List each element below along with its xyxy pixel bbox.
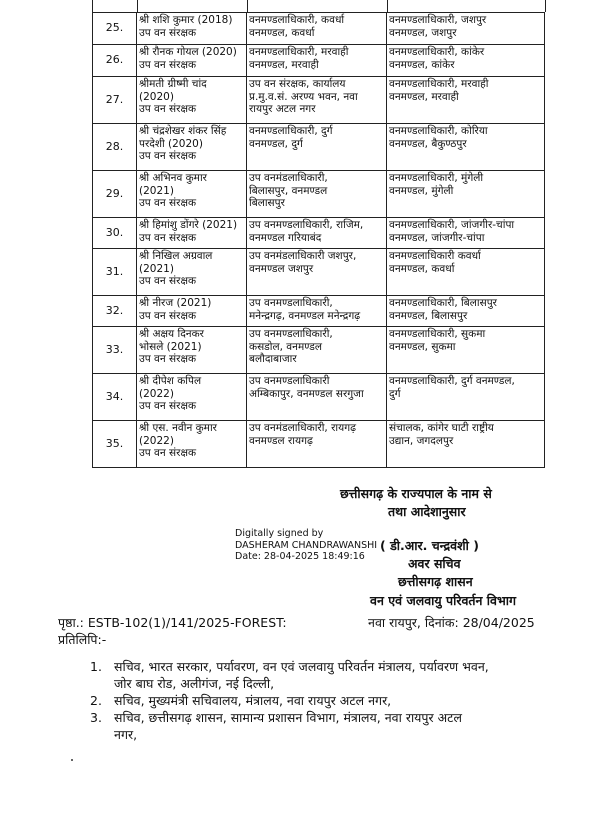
- governor-order-line2: तथा आदेशानुसार: [388, 504, 466, 519]
- copy-to-item-line: जोर बाघ रोड, अलीगंज, नई दिल्ली,: [114, 676, 275, 691]
- serial-number-cell: 27.: [93, 77, 137, 124]
- current-posting-line: उप वनमण्डलाधिकारी,: [249, 328, 333, 340]
- new-posting-line: वनमण्डल, मुंगेली: [389, 184, 454, 197]
- digital-signature-name: DASHERAM CHANDRAWANSHI: [235, 539, 378, 551]
- serial-number-cell: 32.: [93, 296, 137, 327]
- serial-number-cell: 34.: [93, 374, 137, 421]
- current-posting-line: कसडोल, वनमण्डल: [249, 340, 322, 353]
- copy-to-item-line: सचिव, मुख्यमंत्री सचिवालय, मंत्रालय, नवा रायपुर अटल नगर,: [114, 693, 392, 708]
- signatory-department: वन एवं जलवायु परिवर्तन विभाग: [370, 593, 517, 608]
- current-posting-line: वनमण्डलाधिकारी, मरवाही: [249, 46, 349, 58]
- new-posting-line: वनमण्डल, जांजगीर-चांपा: [389, 231, 485, 244]
- officer-name-cell: [137, 171, 247, 218]
- officer-name-line: उप वन संरक्षक: [139, 400, 197, 412]
- table-row: [93, 124, 545, 171]
- officer-name-line: उप वन संरक्षक: [139, 26, 197, 39]
- serial-number-cell: 33.: [93, 327, 137, 374]
- table-continuation-top: [92, 0, 546, 12]
- new-posting-cell: [387, 171, 545, 218]
- new-posting-line: वनमण्डलाधिकारी, जशपुर: [389, 14, 487, 26]
- officer-name-line: (2022): [139, 387, 174, 400]
- signatory-government: छत्तीसगढ़ शासन: [398, 574, 473, 589]
- new-posting-cell: [387, 124, 545, 171]
- current-posting-cell: [247, 218, 387, 249]
- officer-name-line: श्री निखिल अग्रवाल: [139, 250, 213, 262]
- officer-name-line: (2021): [139, 262, 174, 275]
- new-posting-line: वनमण्डलाधिकारी, मरवाही: [389, 78, 489, 90]
- officer-name-line: श्रीमती ग्रीष्मी चांद: [139, 78, 207, 90]
- serial-number-cell: 25.: [93, 13, 137, 45]
- officer-name-cell: [137, 421, 247, 468]
- officer-name-line: उप वन संरक्षक: [139, 197, 197, 209]
- table-row: [93, 249, 545, 296]
- officer-name-cell: [137, 296, 247, 327]
- new-posting-line: वनमण्डलाधिकारी, बिलासपुर: [389, 297, 497, 309]
- table-row: [93, 218, 545, 249]
- officer-name-line: उप वन संरक्षक: [139, 58, 197, 71]
- officer-name-line: भोसले (2021): [139, 340, 202, 353]
- officer-name-line: श्री अक्षय दिनकर: [139, 328, 204, 340]
- current-posting-line: उप वनमंडलाधिकारी,: [249, 172, 328, 184]
- current-posting-line: वनमण्डल गरियाबंद: [249, 231, 322, 244]
- new-posting-line: वनमण्डल, मरवाही: [389, 90, 459, 103]
- digital-signature-line1: Digitally signed by: [235, 528, 324, 539]
- copy-to-item-line: नगर,: [114, 727, 138, 742]
- current-posting-line: उप वनमण्डलाधिकारी, राजिम,: [249, 219, 364, 231]
- officer-name-line: (2022): [139, 434, 174, 447]
- new-posting-line: वनमण्डलाधिकारी कवर्धा: [389, 250, 481, 262]
- table-row: [93, 13, 545, 45]
- serial-number-cell: 30.: [93, 218, 137, 249]
- transfer-orders-table: [92, 12, 545, 468]
- table-row: [93, 45, 545, 77]
- officer-name-cell: [137, 77, 247, 124]
- new-posting-line: वनमण्डलाधिकारी, दुर्ग वनमण्डल,: [389, 375, 515, 387]
- new-posting-cell: [387, 296, 545, 327]
- current-posting-cell: [247, 296, 387, 327]
- serial-number-cell: 29.: [93, 171, 137, 218]
- copy-to-item-number: 1.: [90, 659, 102, 674]
- current-posting-cell: [247, 124, 387, 171]
- officer-name-cell: [137, 327, 247, 374]
- serial-number-cell: 35.: [93, 421, 137, 468]
- copy-to-item: [90, 709, 570, 743]
- copy-to-item-number: 2.: [90, 693, 102, 708]
- new-posting-line: वनमण्डल, बैकुण्ठपुर: [389, 137, 467, 150]
- new-posting-line: वनमण्डलाधिकारी, कांकेर: [389, 46, 485, 58]
- new-posting-line: वनमण्डलाधिकारी, जांजगीर-चांपा: [389, 219, 515, 231]
- serial-number-cell: 31.: [93, 249, 137, 296]
- current-posting-line: बिलासपुर: [249, 197, 285, 209]
- new-posting-cell: [387, 327, 545, 374]
- new-posting-line: वनमण्डलाधिकारी, सुकमा: [389, 328, 486, 340]
- current-posting-line: वनमण्डल, कवर्धा: [249, 26, 315, 39]
- current-posting-cell: [247, 249, 387, 296]
- new-posting-line: संचालक, कांगेर घाटी राष्ट्रीय: [389, 422, 494, 434]
- officer-name-line: श्री हिमांशु डोंगरे (2021): [139, 219, 238, 231]
- endorsement-number: पृष्ठा.: ESTB-102(1)/141/2025-FOREST:: [58, 615, 287, 630]
- current-posting-line: बलौदाबाजार: [249, 353, 297, 365]
- officer-name-line: श्री नीरज (2021): [139, 297, 212, 309]
- copy-to-list: [90, 658, 570, 743]
- officer-name-line: उप वन संरक्षक: [139, 353, 197, 365]
- officer-name-line: श्री शशि कुमार (2018): [139, 14, 233, 26]
- serial-number-cell: 28.: [93, 124, 137, 171]
- new-posting-line: वनमण्डल, सुकमा: [389, 340, 456, 353]
- officer-name-cell: [137, 13, 247, 45]
- current-posting-cell: [247, 45, 387, 77]
- officer-name-cell: [137, 374, 247, 421]
- governor-order-line1: छत्तीसगढ़ के राज्यपाल के नाम से: [340, 486, 492, 501]
- serial-number-cell: 26.: [93, 45, 137, 77]
- new-posting-cell: [387, 13, 545, 45]
- officer-name-line: (2020): [139, 90, 174, 103]
- table-row: [93, 296, 545, 327]
- current-posting-cell: [247, 421, 387, 468]
- scan-speck: [71, 759, 73, 761]
- current-posting-line: बिलासपुर, वनमण्डल: [249, 184, 328, 197]
- officer-name-line: परदेशी (2020): [139, 137, 203, 150]
- current-posting-line: उप वनमण्डलाधिकारी,: [249, 297, 333, 309]
- new-posting-line: वनमण्डलाधिकारी, मुंगेली: [389, 172, 484, 184]
- signatory-designation: अवर सचिव: [408, 556, 461, 571]
- digital-signature-block: [235, 528, 377, 563]
- current-posting-line: उप वनमंडलाधिकारी जशपुर,: [249, 250, 357, 262]
- current-posting-line: वनमण्डल, दुर्ग: [249, 137, 303, 150]
- current-posting-cell: [247, 171, 387, 218]
- new-posting-line: वनमण्डलाधिकारी, कोरिया: [389, 125, 488, 137]
- officer-name-line: श्री चंद्रशेखर शंकर सिंह: [139, 125, 227, 137]
- new-posting-cell: [387, 218, 545, 249]
- place-and-date: नवा रायपुर, दिनांक: 28/04/2025: [368, 615, 535, 630]
- current-posting-cell: [247, 374, 387, 421]
- new-posting-line: वनमण्डल, जशपुर: [389, 26, 457, 39]
- new-posting-cell: [387, 421, 545, 468]
- copy-to-item-line: सचिव, छत्तीसगढ़ शासन, सामान्य प्रशासन विभाग, मंत्रालय, नवा रायपुर अटल: [114, 710, 462, 725]
- current-posting-line: मनेन्द्रगढ़, वनमण्डल मनेन्द्रगढ़: [249, 309, 361, 322]
- current-posting-cell: [247, 327, 387, 374]
- current-posting-line: वनमण्डल जशपुर: [249, 262, 314, 275]
- new-posting-line: उद्यान, जगदलपुर: [389, 434, 454, 447]
- table-row: [93, 374, 545, 421]
- current-posting-line: उप वन संरक्षक, कार्यालय: [249, 78, 346, 90]
- current-posting-line: उप वनमण्डलाधिकारी: [249, 375, 330, 387]
- current-posting-cell: [247, 77, 387, 124]
- copy-to-item: [90, 658, 570, 692]
- signatory-name: ( डी.आर. चन्द्रवंशी ): [380, 538, 479, 553]
- new-posting-line: वनमण्डल, बिलासपुर: [389, 309, 468, 322]
- current-posting-line: वनमण्डलाधिकारी, कवर्धा: [249, 14, 345, 26]
- current-posting-line: रायपुर अटल नगर: [249, 103, 316, 115]
- new-posting-line: वनमण्डल, कांकेर: [389, 58, 455, 71]
- copy-to-item: [90, 692, 570, 709]
- officer-name-line: उप वन संरक्षक: [139, 150, 197, 162]
- new-posting-cell: [387, 374, 545, 421]
- new-posting-cell: [387, 249, 545, 296]
- officer-name-line: श्री अभिनव कुमार: [139, 172, 207, 184]
- current-posting-line: वनमण्डल, मरवाही: [249, 58, 319, 71]
- current-posting-line: उप वनमंडलाधिकारी, रायगढ़: [249, 422, 357, 434]
- current-posting-cell: [247, 13, 387, 45]
- copy-to-item-number: 3.: [90, 710, 102, 725]
- digital-signature-date: Date: 28-04-2025 18:49:16: [235, 551, 365, 562]
- officer-name-line: उप वन संरक्षक: [139, 447, 197, 459]
- copy-to-item-line: सचिव, भारत सरकार, पर्यावरण, वन एवं जलवायु परिवर्तन मंत्रालय, पर्यावरण भवन,: [114, 659, 489, 674]
- new-posting-line: वनमण्डल, कवर्धा: [389, 262, 455, 275]
- officer-name-line: श्री दीपेश कपिल: [139, 375, 202, 387]
- officer-name-line: उप वन संरक्षक: [139, 103, 197, 115]
- officer-name-line: उप वन संरक्षक: [139, 231, 197, 244]
- table-row: [93, 171, 545, 218]
- officer-name-cell: [137, 249, 247, 296]
- table-row: [93, 421, 545, 468]
- officer-name-cell: [137, 218, 247, 249]
- current-posting-line: वनमण्डल रायगढ़: [249, 434, 313, 447]
- current-posting-line: अम्बिकापुर, वनमण्डल सरगुजा: [249, 387, 364, 400]
- new-posting-line: दुर्ग: [389, 387, 401, 400]
- copy-to-heading: प्रतिलिपि:-: [58, 632, 107, 647]
- current-posting-line: प्र.मु.व.सं. अरण्य भवन, नवा: [249, 90, 358, 103]
- officer-name-line: (2021): [139, 184, 174, 197]
- table-row: [93, 77, 545, 124]
- officer-name-cell: [137, 124, 247, 171]
- officer-name-line: उप वन संरक्षक: [139, 275, 197, 287]
- officer-name-line: श्री एस. नवीन कुमार: [139, 422, 217, 434]
- current-posting-line: वनमण्डलाधिकारी, दुर्ग: [249, 125, 333, 137]
- officer-name-line: श्री रौनक गोयल (2020): [139, 46, 237, 58]
- officer-name-cell: [137, 45, 247, 77]
- new-posting-cell: [387, 77, 545, 124]
- table-row: [93, 327, 545, 374]
- officer-name-line: उप वन संरक्षक: [139, 309, 197, 322]
- new-posting-cell: [387, 45, 545, 77]
